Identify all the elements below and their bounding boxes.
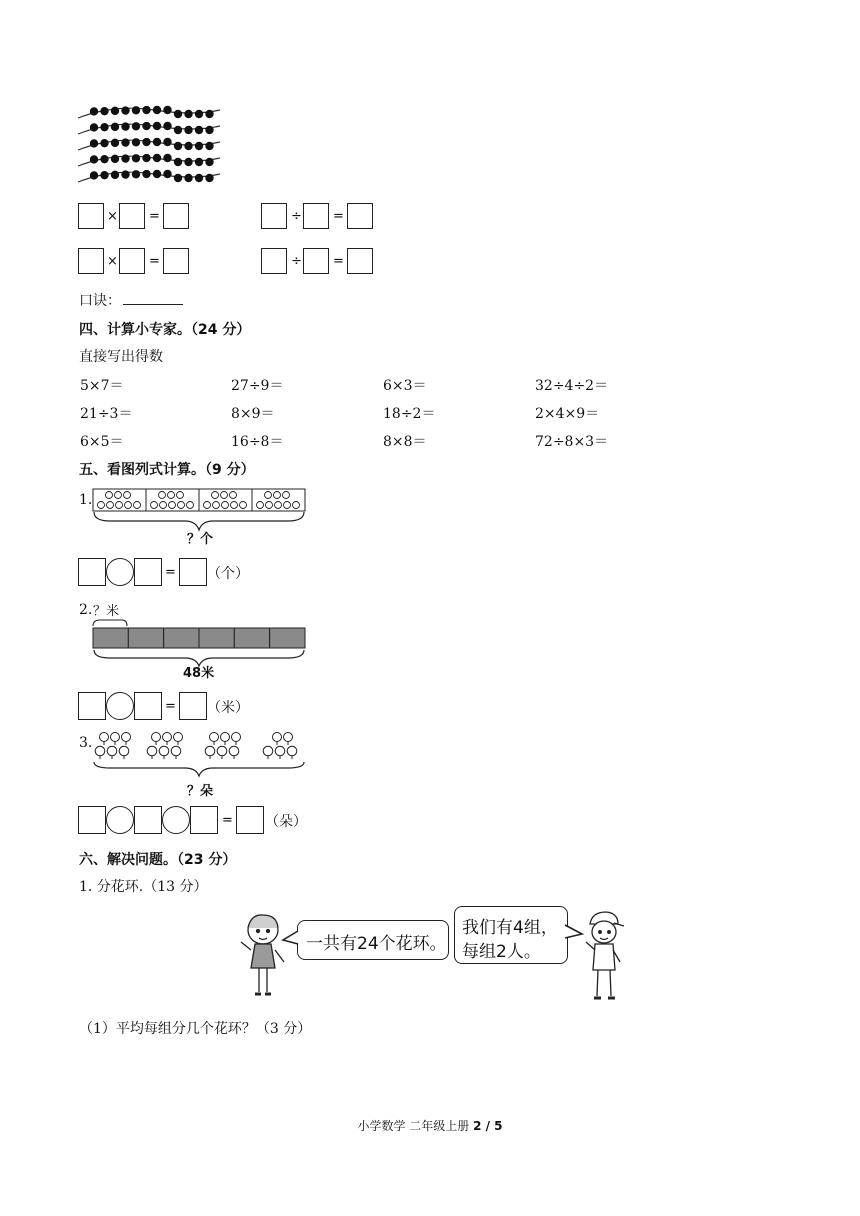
abacus-bead <box>153 170 161 178</box>
flower <box>232 733 241 742</box>
abacus-bead <box>184 110 192 118</box>
equals-sign: = <box>165 699 176 714</box>
abacus-bead <box>163 138 171 146</box>
abacus-bead <box>100 139 108 147</box>
abacus-bead <box>132 138 140 146</box>
page-number: 2 / 5 <box>473 1119 503 1133</box>
flower <box>229 746 239 756</box>
abacus-bead <box>142 170 150 178</box>
group-circle <box>274 492 281 499</box>
divide-sign: ÷ <box>291 254 302 269</box>
group-circle <box>275 502 282 509</box>
answer-box[interactable] <box>134 692 162 720</box>
bar-segment <box>93 628 128 648</box>
abacus-bead <box>153 154 161 162</box>
group-circle <box>116 502 123 509</box>
bar-segment <box>234 628 269 648</box>
answer-box[interactable] <box>134 558 162 586</box>
equals-sign: = <box>222 813 233 828</box>
abacus-bead <box>205 158 213 166</box>
abacus-bead <box>100 123 108 131</box>
kouque-label: 口诀： <box>79 293 121 309</box>
q3-question-label: ？朵 <box>187 784 214 799</box>
divide-sign: ÷ <box>291 209 302 224</box>
equals-sign: = <box>149 254 160 269</box>
flower <box>221 733 230 742</box>
abacus-bead <box>142 138 150 146</box>
calc-item: 8×9＝ <box>231 406 275 422</box>
section4-heading: 四、计算小专家。（24 分） <box>79 322 251 338</box>
section6-q1-title: 1. 分花环.（13 分） <box>79 879 208 895</box>
answer-box[interactable] <box>179 692 207 720</box>
abacus-bead <box>100 155 108 163</box>
abacus-bead <box>121 138 129 146</box>
bar-segment <box>128 628 163 648</box>
abacus-bead <box>174 126 182 134</box>
abacus-bead <box>174 110 182 118</box>
equals-sign: = <box>149 209 160 224</box>
girl-speech-text: 一共有24个花环。 <box>306 934 447 954</box>
equals-sign: = <box>333 209 344 224</box>
calc-item: 21÷3＝ <box>80 406 133 422</box>
times-sign: × <box>107 254 118 269</box>
flower <box>119 746 129 756</box>
answer-box[interactable] <box>119 203 145 229</box>
abacus-bead <box>163 154 171 162</box>
calc-item: 27÷9＝ <box>231 378 284 394</box>
abacus-bead <box>111 107 119 115</box>
flower <box>273 733 282 742</box>
girl-speech-tail <box>281 928 301 948</box>
group-circle <box>212 492 219 499</box>
flower <box>275 746 285 756</box>
abacus-bead <box>195 126 203 134</box>
group-circle <box>106 492 113 499</box>
abacus-bead <box>111 123 119 131</box>
abacus-bead <box>111 139 119 147</box>
abacus-bead <box>100 171 108 179</box>
abacus-bead <box>90 171 98 179</box>
group-circle <box>284 502 291 509</box>
abacus-bead <box>132 170 140 178</box>
abacus-bead <box>184 158 192 166</box>
equals-sign: = <box>165 565 176 580</box>
kouque-blank[interactable] <box>123 304 183 305</box>
abacus-bead <box>195 142 203 150</box>
bar-segment <box>270 628 305 648</box>
answer-box[interactable] <box>303 248 329 274</box>
abacus-bead <box>184 174 192 182</box>
abacus-bead <box>174 142 182 150</box>
q1-number: 1. <box>79 492 93 508</box>
abacus-bead <box>153 122 161 130</box>
answer-box[interactable] <box>78 806 106 834</box>
answer-box[interactable] <box>179 558 207 586</box>
group-circle <box>204 502 211 509</box>
answer-box[interactable] <box>78 692 106 720</box>
answer-box[interactable] <box>163 248 189 274</box>
group-circle <box>240 502 247 509</box>
q3-number: 3. <box>79 735 93 751</box>
abacus-bead <box>132 122 140 130</box>
abacus-bead <box>121 154 129 162</box>
group-circle <box>107 502 114 509</box>
boy-illustration <box>584 910 624 1004</box>
operator-circle[interactable] <box>106 692 134 720</box>
boy-speech-tail <box>563 922 585 942</box>
bar-segment <box>199 628 234 648</box>
q1-unit: （个） <box>207 566 249 582</box>
abacus-bead <box>163 170 171 178</box>
group-circle <box>124 492 131 499</box>
answer-box[interactable] <box>78 203 104 229</box>
flower <box>210 733 219 742</box>
abacus-bead <box>142 106 150 114</box>
group-circle <box>187 502 194 509</box>
flower <box>171 746 181 756</box>
group-circle <box>168 492 175 499</box>
abacus-bead <box>174 174 182 182</box>
answer-box[interactable] <box>78 558 106 586</box>
abacus-bead <box>163 122 171 130</box>
abacus-bead <box>153 138 161 146</box>
abacus-bead <box>121 106 129 114</box>
answer-box[interactable] <box>78 248 104 274</box>
abacus-bead <box>195 110 203 118</box>
group-circle <box>257 502 264 509</box>
group-circle <box>169 502 176 509</box>
group-circle <box>221 492 228 499</box>
equals-sign: = <box>333 254 344 269</box>
girl-speech-bubble <box>297 920 449 960</box>
calc-item: 5×7＝ <box>80 378 124 394</box>
operator-circle[interactable] <box>106 806 134 834</box>
abacus-bead <box>205 110 213 118</box>
times-sign: × <box>107 209 118 224</box>
abacus-bead <box>184 142 192 150</box>
calc-item: 6×3＝ <box>383 378 427 394</box>
q2-top-label: ？米 <box>93 604 120 619</box>
answer-box[interactable] <box>119 248 145 274</box>
abacus-bead <box>90 139 98 147</box>
group-circle <box>98 502 105 509</box>
abacus-bead <box>90 107 98 115</box>
abacus-figure <box>74 100 224 192</box>
abacus-bead <box>195 174 203 182</box>
calc-item: 16÷8＝ <box>231 434 284 450</box>
flower <box>95 746 105 756</box>
q2-unit: （米） <box>207 700 249 716</box>
abacus-bead <box>111 171 119 179</box>
abacus-bead <box>205 142 213 150</box>
answer-box[interactable] <box>303 203 329 229</box>
flower <box>284 733 293 742</box>
sub-question-1: （1）平均每组分几个花环？（3 分） <box>79 1021 312 1037</box>
abacus-bead <box>132 154 140 162</box>
group-circle <box>231 502 238 509</box>
boy-speech-line2: 每组2人。 <box>462 942 541 962</box>
calc-item: 8×8＝ <box>383 434 427 450</box>
page-footer <box>0 1117 860 1134</box>
abacus-bead <box>90 123 98 131</box>
group-circle <box>134 502 141 509</box>
group-circle <box>151 502 158 509</box>
abacus-bead <box>90 155 98 163</box>
flower <box>217 746 227 756</box>
calc-item: 6×5＝ <box>80 434 124 450</box>
abacus-bead <box>132 106 140 114</box>
section4-instruction: 直接写出得数 <box>79 349 163 365</box>
q3-flowers-figure <box>90 728 310 780</box>
answer-box[interactable] <box>163 203 189 229</box>
q2-number: 2. <box>79 602 93 618</box>
boy-speech-bubble <box>454 906 568 964</box>
boy-speech-line1: 我们有4组， <box>462 918 558 938</box>
flower <box>287 746 297 756</box>
operator-circle[interactable] <box>106 558 134 586</box>
footer-text: 小学数学 二年级上册 <box>357 1119 474 1133</box>
abacus-bead <box>174 158 182 166</box>
calc-item: 18÷2＝ <box>383 406 436 422</box>
abacus-bead <box>121 122 129 130</box>
group-circle <box>293 502 300 509</box>
group-circle <box>265 492 272 499</box>
calc-item: 2×4×9＝ <box>535 406 600 422</box>
abacus-bead <box>195 158 203 166</box>
group-circle <box>160 502 167 509</box>
group-circle <box>115 492 122 499</box>
section5-heading: 五、看图列式计算。（9 分） <box>79 462 255 478</box>
abacus-bead <box>153 106 161 114</box>
group-circle <box>283 492 290 499</box>
answer-box[interactable] <box>261 248 287 274</box>
q2-bottom-label: 48米 <box>183 666 215 681</box>
abacus-bead <box>142 154 150 162</box>
q3-unit: （朵） <box>265 814 307 830</box>
abacus-bead <box>184 126 192 134</box>
abacus-bead <box>111 155 119 163</box>
group-circle <box>177 492 184 499</box>
flower <box>107 746 117 756</box>
group-circle <box>178 502 185 509</box>
flower <box>205 746 215 756</box>
group-circle <box>222 502 229 509</box>
operator-circle[interactable] <box>162 806 190 834</box>
girl-illustration <box>237 912 293 1004</box>
section6-heading: 六、解决问题。（23 分） <box>79 852 237 868</box>
abacus-bead <box>121 170 129 178</box>
abacus-bead <box>142 122 150 130</box>
flower <box>100 733 109 742</box>
abacus-bead <box>163 106 171 114</box>
calc-item: 72÷8×3＝ <box>535 434 609 450</box>
flower <box>174 733 183 742</box>
answer-box[interactable] <box>236 806 264 834</box>
flower <box>152 733 161 742</box>
answer-box[interactable] <box>347 203 373 229</box>
group-circle <box>125 502 132 509</box>
bar-segment <box>164 628 199 648</box>
group-circle <box>213 502 220 509</box>
flower <box>122 733 131 742</box>
flower <box>263 746 273 756</box>
group-circle <box>266 502 273 509</box>
flower <box>159 746 169 756</box>
q1-question-label: ？个 <box>187 532 214 547</box>
answer-box[interactable] <box>190 806 218 834</box>
flower <box>111 733 120 742</box>
answer-box[interactable] <box>261 203 287 229</box>
group-circle <box>230 492 237 499</box>
group-circle <box>159 492 166 499</box>
abacus-bead <box>205 126 213 134</box>
abacus-bead <box>205 174 213 182</box>
flower <box>163 733 172 742</box>
flower <box>147 746 157 756</box>
abacus-bead <box>100 107 108 115</box>
calc-item: 32÷4÷2＝ <box>535 378 609 394</box>
answer-box[interactable] <box>134 806 162 834</box>
answer-box[interactable] <box>347 248 373 274</box>
